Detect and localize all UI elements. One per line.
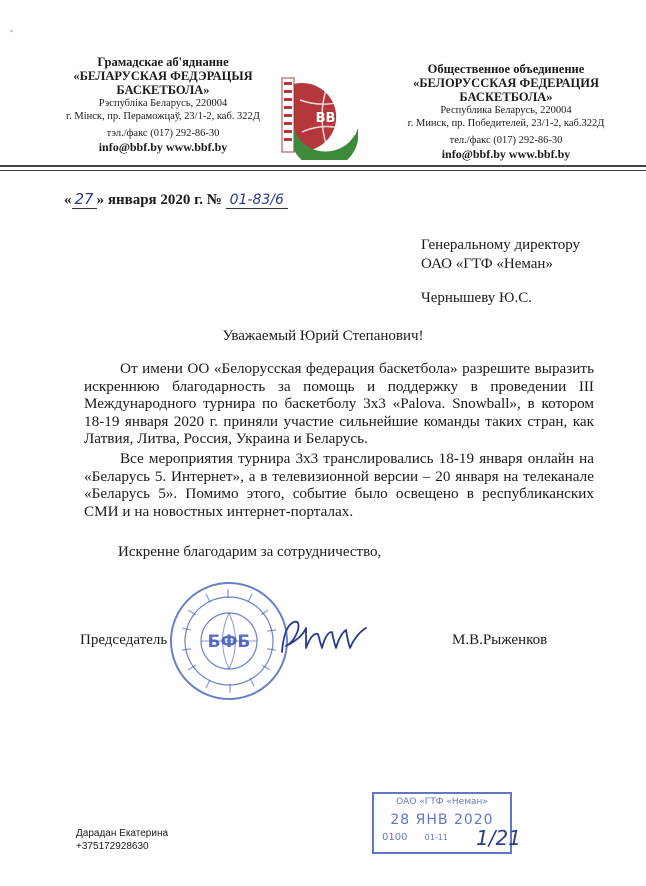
stamp-handwritten-number: 1/21: [476, 826, 521, 850]
signatory-name: М.В.Рыженков: [452, 632, 548, 648]
header-divider: [0, 165, 646, 167]
date-line: [64, 190, 288, 209]
addressee-line2: ОАО «ГТФ «Неман»: [421, 256, 553, 272]
header-by-address2: г. Мінск, пр. Пераможцаў, 23/1-2, каб. 322Д: [66, 111, 260, 122]
addressee-line1: Генеральному директору: [421, 237, 581, 253]
signature-position: Председатель: [80, 632, 168, 648]
stamp-code2: 01-11: [424, 833, 448, 842]
stamp-code: 0100: [382, 832, 408, 843]
addressee-line3: Чернышеву Ю.С.: [421, 290, 532, 306]
header-divider-thin: [0, 170, 646, 171]
header-belarusian: [48, 55, 278, 155]
header-ru-line3: БАСКЕТБОЛА»: [459, 90, 553, 104]
header-by-line3: БАСКЕТБОЛА»: [116, 83, 210, 97]
header-ru-phone: тел./факс (017) 292-86-30: [449, 135, 563, 146]
paragraph-2: Все мероприятия турнира 3х3 транслировались 18-19 января онлайн на «Беларусь 5. Интернет», а в телевизионной версии – 20 января на телеканале «Беларусь 5». Помимо этого, событие было освещено в республиканских СМИ и на новостных интернет-порталах.: [84, 450, 594, 520]
header-ru-address2: г. Минск, пр. Победителей, 23/1-2, каб.322Д: [407, 118, 605, 129]
document-number: 01-83/6: [226, 192, 288, 209]
greeting: Уважаемый Юрий Степанович!: [222, 328, 424, 344]
logo-text: BBF: [315, 111, 345, 126]
addressee: [421, 236, 580, 308]
executor-info: [76, 828, 168, 853]
closing-line: Искренне благодарим за сотрудничество,: [118, 544, 382, 560]
header-russian: [386, 62, 626, 162]
header-by-phone: тэл./факс (017) 292-86-30: [106, 128, 220, 139]
stamp-date: 28 ЯНВ 2020: [390, 812, 494, 828]
header-by-web: info@bbf.by www.bbf.by: [98, 140, 228, 154]
header-ru-address1: Республика Беларусь, 220004: [440, 105, 572, 116]
seal-center-text: БФБ: [207, 632, 251, 652]
header-by-line2: «БЕЛАРУСКАЯ ФЕДЭРАЦЫЯ: [73, 69, 253, 83]
date-month-year: января 2020 г. №: [107, 192, 222, 208]
federation-logo: [280, 70, 362, 160]
date-day: 27: [72, 190, 97, 209]
executor-phone: +375172928630: [76, 840, 149, 852]
header-ru-line2: «БЕЛОРУССКАЯ ФЕДЕРАЦИЯ: [412, 76, 600, 90]
stamp-org: ОАО «ГТФ «Неман»: [396, 797, 488, 807]
date-close-quote: »: [96, 192, 105, 208]
header-by-line1: Грамадскае аб'яднанне: [97, 55, 229, 69]
handwritten-signature: [276, 608, 372, 664]
header-by-address1: Рэспубліка Беларусь, 220004: [98, 98, 228, 109]
executor-name: Дарадан Екатерина: [76, 828, 169, 839]
margin-mark: *: [10, 30, 13, 36]
organization-seal: [168, 580, 290, 702]
header-ru-web: info@bbf.by www.bbf.by: [441, 147, 571, 161]
paragraph-1: От имени ОО «Белорусская федерация баскетбола» разрешите выразить искреннюю благодарность за помощь и поддержку в проведении III Международного турнира по баскетболу 3х3 «Palova. Snowball», в котором 18-19 января 2020 г. приняли участие сильнейшие команды таких стран, как Латвия, Литва, Россия, Украина и Беларусь.: [84, 360, 594, 448]
date-open-quote: «: [64, 192, 72, 208]
header-ru-line1: Общественное объединение: [427, 62, 585, 76]
